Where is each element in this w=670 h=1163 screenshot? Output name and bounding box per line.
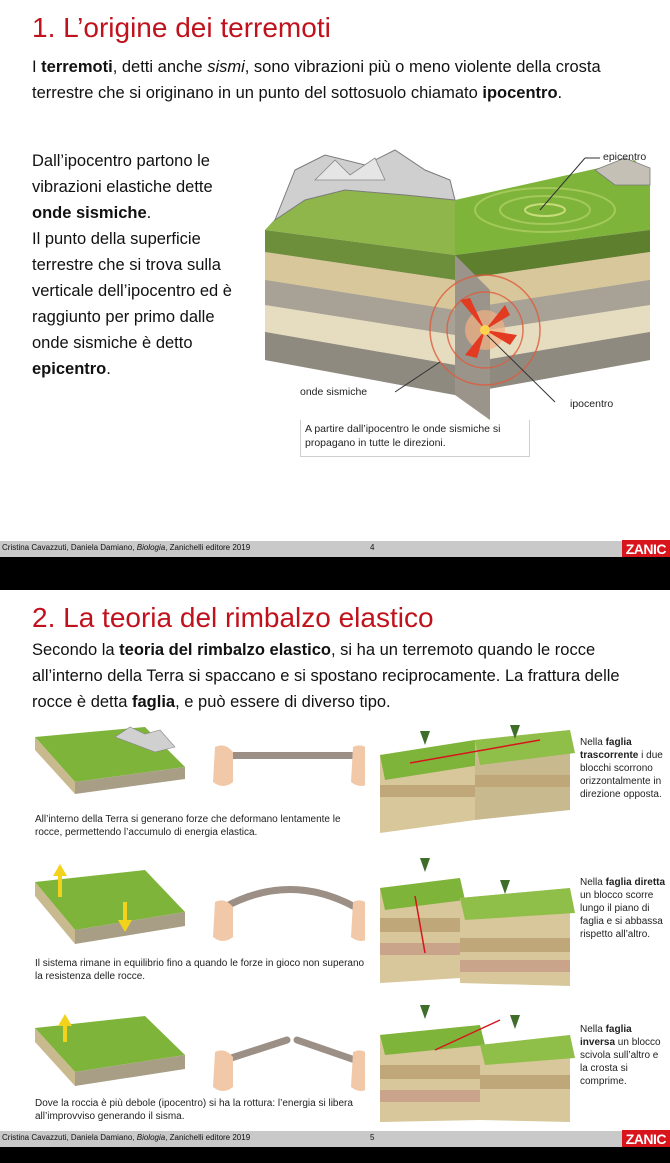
zanichelli-logo: ZANIC bbox=[622, 1130, 670, 1148]
slide2-footer bbox=[0, 1131, 670, 1147]
slide1-para2: Dall’ipocentro partono le vibrazioni elastiche dette onde sismiche. Il punto della superficie terrestre che si trova sulla verticale dell’ipocentro ed è raggiunto per primo dalle onde sismiche è detto epicentro. bbox=[32, 152, 232, 378]
elastic-row2-illustration bbox=[35, 862, 365, 957]
slide-separator bbox=[0, 557, 670, 590]
footer-credit: Cristina Cavazzuti, Daniela Damiano, Biologia, Zanichelli editore 2019 bbox=[2, 1133, 251, 1142]
zanichelli-logo: ZANIC bbox=[622, 540, 670, 558]
figure1-caption: A partire dall’ipocentro le onde sismiche si propagano in tutte le direzioni. bbox=[300, 420, 530, 457]
earthquake-block-diagram bbox=[255, 140, 660, 425]
label-epicentro: epicentro bbox=[603, 151, 647, 163]
caption-row2: Il sistema rimane in equilibrio fino a quando le forze in gioco non superano la resistenza delle rocce. bbox=[35, 958, 365, 982]
elastic-row1-illustration bbox=[35, 722, 365, 807]
normal-fault-diagram bbox=[380, 858, 575, 988]
page-number: 5 bbox=[370, 1133, 375, 1142]
footer-credit: Cristina Cavazzuti, Daniela Damiano, Biologia, Zanichelli editore 2019 bbox=[2, 543, 251, 552]
slide2-intro: Secondo la teoria del rimbalzo elastico, si ha un terremoto quando le rocce all’interno della Terra si spaccano e si spostano reciprocamente. La frattura delle rocce è detta faglia, e può essere di diverso tipo. bbox=[32, 641, 620, 711]
callout-normal-fault: Nella faglia diretta un blocco scorre lungo il piano di faglia e si abbassa rispetto all’altro. bbox=[580, 877, 666, 940]
caption-row3: Dove la roccia è più debole (ipocentro) si ha la rottura: l’energia si libera all’improvviso generando il sisma. bbox=[35, 1098, 353, 1122]
caption-row1: All’interno della Terra si generano forze che deformano lentamente le rocce, permettendo l’accumulo di energia elastica. bbox=[35, 814, 341, 838]
label-onde-sismiche: onde sismiche bbox=[300, 386, 368, 398]
bottom-band bbox=[0, 1147, 670, 1163]
slide1-intro: I terremoti, detti anche sismi, sono vibrazioni più o meno violente della crosta terrestre che si originano in un punto del sottosuolo chiamato ipocentro. bbox=[32, 58, 601, 102]
strike-slip-fault-diagram bbox=[380, 725, 575, 835]
callout-strike-slip: Nella faglia trascorrente i due blocchi scorrono orizzontalmente in direzione opposta. bbox=[580, 737, 663, 800]
slide2-title: 2. La teoria del rimbalzo elastico bbox=[32, 602, 434, 633]
page-number: 4 bbox=[370, 543, 375, 552]
elastic-row3-illustration bbox=[35, 1010, 365, 1095]
label-ipocentro: ipocentro bbox=[570, 398, 614, 410]
slide1-title: 1. L’origine dei terremoti bbox=[32, 12, 331, 43]
intro-bold-terremoti: terremoti bbox=[41, 58, 113, 76]
slide1-footer bbox=[0, 541, 670, 557]
reverse-fault-diagram bbox=[380, 1000, 575, 1125]
callout-reverse-fault: Nella faglia inversa un blocco scivola sull’altro e la crosta si comprime. bbox=[580, 1024, 661, 1087]
